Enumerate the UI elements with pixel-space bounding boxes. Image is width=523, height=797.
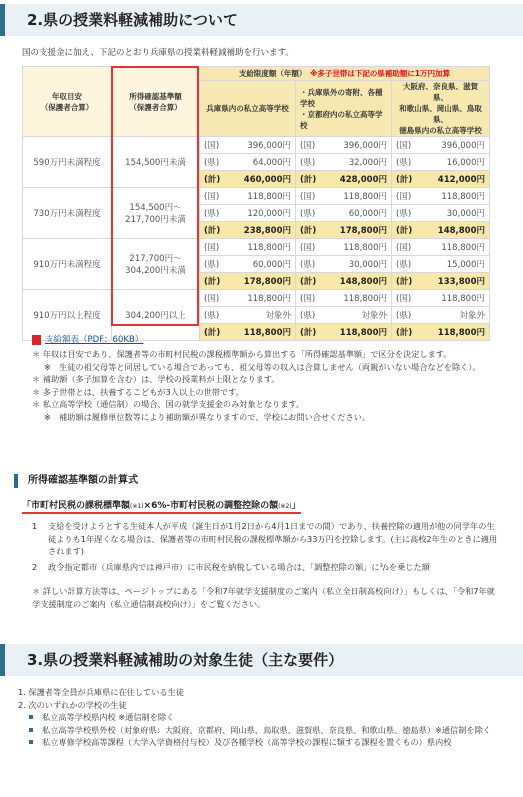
notes-list xyxy=(32,348,502,423)
amount-kind: (計) xyxy=(396,175,413,185)
note: ※ 生徒の祖父母等と同居している場合であっても、祖父母等の収入は合算しません（両親がいない場合などを除く）。 xyxy=(44,361,481,372)
amount-value: 118,800円 xyxy=(247,294,291,304)
amount-kind: (国) xyxy=(300,294,316,304)
amount-kind: (計) xyxy=(396,277,413,287)
amount-cell xyxy=(392,324,490,341)
amount-kind: (県) xyxy=(396,158,412,168)
amount-kind: (国) xyxy=(204,294,220,304)
amount-value: 178,800円 xyxy=(339,226,387,236)
amount-cell xyxy=(296,171,392,188)
amount-value: 118,800円 xyxy=(437,328,485,338)
note: ＊ 私立高等学校（通信制）の場合、国の就学支援金のみ対象となります。 xyxy=(32,399,305,409)
amount-kind: (県) xyxy=(300,311,316,321)
amount-value: 428,000円 xyxy=(339,175,387,185)
note: ＊ 年収は目安であり、保護者等の市町村民税の課税標準額から算出する「所得確認基準額」で区分を決定します。 xyxy=(32,349,452,359)
amount-kind: (県) xyxy=(396,209,412,219)
amount-kind: (国) xyxy=(396,294,412,304)
table-row xyxy=(23,137,490,154)
amount-kind: (国) xyxy=(396,141,412,151)
amount-value: 30,000円 xyxy=(348,260,387,270)
formula-note-2: 2 政令指定都市（兵庫県内では神戸市）に市民税を納税している場合は、「調整控除の額」に³/₂を乗じた額 xyxy=(32,561,430,572)
pdf-icon xyxy=(32,335,41,345)
section-3-heading: 3.県の授業料軽減補助の対象生徒（主な要件） xyxy=(0,644,523,676)
header-col-a: 兵庫県内の私立高等学校 xyxy=(200,81,296,137)
amount-cell xyxy=(200,307,296,324)
note: ＊ 補助額（多子加算を含む）は、学校の授業料が上限となります。 xyxy=(32,374,280,384)
amount-kind: (計) xyxy=(204,226,221,236)
note: ＊ 多子世帯とは、扶養するこどもが3人以上の世帯です。 xyxy=(32,386,244,397)
amount-value: 148,800円 xyxy=(437,226,485,236)
amount-cell xyxy=(392,154,490,171)
amount-cell xyxy=(296,222,392,239)
amount-value: 133,800円 xyxy=(437,277,485,287)
amount-cell xyxy=(200,222,296,239)
amount-cell xyxy=(296,205,392,222)
school-bullet: 私立専修学校高等課程（大学入学資格付与校）及び各種学校（高等学校の課程に類する課程を置くもの）県内校 xyxy=(18,736,508,749)
amount-value: 64,000円 xyxy=(252,158,291,168)
amount-cell xyxy=(296,273,392,290)
amount-kind: (国) xyxy=(204,141,220,151)
amount-kind: (県) xyxy=(396,260,412,270)
amount-cell xyxy=(296,307,392,324)
amount-cell xyxy=(296,154,392,171)
amount-cell xyxy=(296,239,392,256)
amount-value: 396,000円 xyxy=(441,141,485,151)
amount-kind: (県) xyxy=(204,311,220,321)
header-col-c: 大阪府、奈良県、滋賀県、 和歌山県、岡山県、鳥取県、 徳島県内の私立高等学校 xyxy=(392,81,490,137)
amount-cell xyxy=(392,205,490,222)
amount-value: 396,000円 xyxy=(247,141,291,151)
amount-cell xyxy=(392,307,490,324)
amount-cell xyxy=(200,290,296,307)
amount-kind: (計) xyxy=(396,328,413,338)
amount-kind: (国) xyxy=(300,141,316,151)
school-bullet: 私立高等学校県外校（対象府県：大阪府、京都府、岡山県、鳥取県、滋賀県、奈良県、和歌山県、徳島県）※通信制を除く xyxy=(18,724,508,737)
pdf-link[interactable]: 支給額表（PDF：60KB） xyxy=(45,335,144,345)
amount-kind: (県) xyxy=(300,260,316,270)
amount-cell xyxy=(200,273,296,290)
section-2-heading: 2.県の授業料軽減補助について xyxy=(0,4,523,36)
amount-kind: (国) xyxy=(300,243,316,253)
amount-cell xyxy=(200,188,296,205)
income-cell: 910万円以上程度 xyxy=(23,290,112,341)
amount-cell xyxy=(200,154,296,171)
school-bullet: 私立高等学校県内校 ※通信制を除く xyxy=(18,711,508,724)
amount-value: 238,800円 xyxy=(243,226,291,236)
amount-value: 118,800円 xyxy=(339,328,387,338)
amount-value: 118,800円 xyxy=(441,243,485,253)
amount-kind: (県) xyxy=(300,158,316,168)
amount-cell xyxy=(296,137,392,154)
requirement-item: 1. 保護者等全員が兵庫県に在住している生徒 xyxy=(18,687,184,697)
amount-kind: (計) xyxy=(204,328,221,338)
amount-value: 対象外 xyxy=(459,311,485,321)
income-cell: 910万円未満程度 xyxy=(23,239,112,290)
amount-value: 30,000円 xyxy=(446,209,485,219)
amount-value: 15,000円 xyxy=(446,260,485,270)
note: ※ 補助額は履修単位数等により補助額が異なりますので、学校にお問い合せください。 xyxy=(44,411,371,422)
amount-cell xyxy=(200,256,296,273)
amount-value: 60,000円 xyxy=(348,209,387,219)
amount-kind: (国) xyxy=(396,243,412,253)
criteria-cell: 154,500円未満 xyxy=(112,137,200,188)
amount-value: 対象外 xyxy=(265,311,291,321)
amount-kind: (計) xyxy=(204,175,221,185)
amount-value: 396,000円 xyxy=(343,141,387,151)
amount-value: 118,800円 xyxy=(247,192,291,202)
income-cell: 590万円未満程度 xyxy=(23,137,112,188)
criteria-cell: 154,500円～ 217,700円未満 xyxy=(112,188,200,239)
income-cell: 730万円未満程度 xyxy=(23,188,112,239)
amount-kind: (計) xyxy=(300,328,317,338)
formula-notes xyxy=(32,520,500,610)
amount-value: 118,800円 xyxy=(441,192,485,202)
amount-kind: (国) xyxy=(204,192,220,202)
criteria-cell: 304,200円以上 xyxy=(112,290,200,341)
amount-value: 16,000円 xyxy=(446,158,485,168)
amount-cell xyxy=(392,188,490,205)
amount-kind: (国) xyxy=(300,192,316,202)
amount-value: 118,800円 xyxy=(243,328,291,338)
section-2-intro: 国の支援金に加え、下記のとおり兵庫県の授業料軽減補助を行います。 xyxy=(22,48,294,58)
amount-kind: (県) xyxy=(396,311,412,321)
amount-value: 460,000円 xyxy=(243,175,291,185)
amount-value: 118,800円 xyxy=(441,294,485,304)
requirement-item: 2. 次のいずれかの学校の生徒 xyxy=(18,699,127,710)
amount-kind: (計) xyxy=(300,226,317,236)
amount-cell xyxy=(200,137,296,154)
amount-kind: (計) xyxy=(300,277,317,287)
amount-kind: (県) xyxy=(204,260,220,270)
header-criteria: 所得確認基準額 （保護者合算） xyxy=(112,67,200,137)
amount-cell xyxy=(200,205,296,222)
amount-value: 118,800円 xyxy=(343,294,387,304)
criteria-cell: 217,700円～ 304,200円未満 xyxy=(112,239,200,290)
amount-kind: (計) xyxy=(300,175,317,185)
formula-note-1: 1 支給を受けようとする生徒本人が平成（誕生日が1月2日から4月1日までの間）であり、扶養控除の適用が他の同学年の生徒よりも1年遅くなる場合は、保護者等の市町村民税の課税標準額から33万円を控除します。(主に高校2年生のときに適用されます) xyxy=(32,521,498,556)
amount-value: 60,000円 xyxy=(252,260,291,270)
amount-value: 32,000円 xyxy=(348,158,387,168)
amount-kind: (県) xyxy=(300,209,316,219)
amount-value: 148,800円 xyxy=(339,277,387,287)
header-income: 年収目安 （保護者合算） xyxy=(23,67,112,137)
amount-cell xyxy=(296,324,392,341)
subsidy-table xyxy=(22,66,490,341)
amount-value: 120,000円 xyxy=(247,209,291,219)
amount-kind: (計) xyxy=(396,226,413,236)
amount-cell xyxy=(296,188,392,205)
table-row xyxy=(23,239,490,256)
amount-kind: (県) xyxy=(204,209,220,219)
amount-cell xyxy=(392,222,490,239)
amount-value: 178,800円 xyxy=(243,277,291,287)
amount-cell xyxy=(392,171,490,188)
amount-value: 対象外 xyxy=(361,311,387,321)
amount-kind: (県) xyxy=(204,158,220,168)
amount-cell xyxy=(392,290,490,307)
amount-cell xyxy=(392,137,490,154)
amount-cell xyxy=(296,256,392,273)
amount-kind: (計) xyxy=(204,277,221,287)
amount-cell xyxy=(296,290,392,307)
formula-star-note: ＊ 詳しい計算方法等は、ページトップにある「令和7年就学支援制度のご案内（私立全日制高校向け）」もしくは、「令和7年就学支援制度のご案内（私立通信制高校向け）」をご覧ください。 xyxy=(32,586,495,609)
amount-cell xyxy=(392,256,490,273)
table-row xyxy=(23,188,490,205)
amount-value: 118,800円 xyxy=(343,243,387,253)
pdf-link-line xyxy=(32,333,143,345)
amount-cell xyxy=(392,273,490,290)
amount-kind: (国) xyxy=(396,192,412,202)
formula: 「市町村民税の課税標準額(※1)×6%-市町村民税の調整控除の額(※2)」 xyxy=(22,498,301,514)
amount-value: 412,000円 xyxy=(437,175,485,185)
calc-heading: 所得確認基準額の計算式 xyxy=(14,474,138,488)
header-limit: 支給限度額（年額） ※多子世帯は下記の県補助額に1万円加算 xyxy=(200,67,490,81)
amount-cell xyxy=(200,239,296,256)
table-row xyxy=(23,290,490,307)
amount-cell xyxy=(200,171,296,188)
amount-kind: (国) xyxy=(204,243,220,253)
amount-value: 118,800円 xyxy=(343,192,387,202)
header-col-b: ・兵庫県外の寄附、各種学校 ・京都府内の私立高等学校 xyxy=(296,81,392,137)
amount-cell xyxy=(392,239,490,256)
amount-value: 118,800円 xyxy=(247,243,291,253)
amount-cell xyxy=(200,324,296,341)
requirements-list xyxy=(18,686,508,749)
